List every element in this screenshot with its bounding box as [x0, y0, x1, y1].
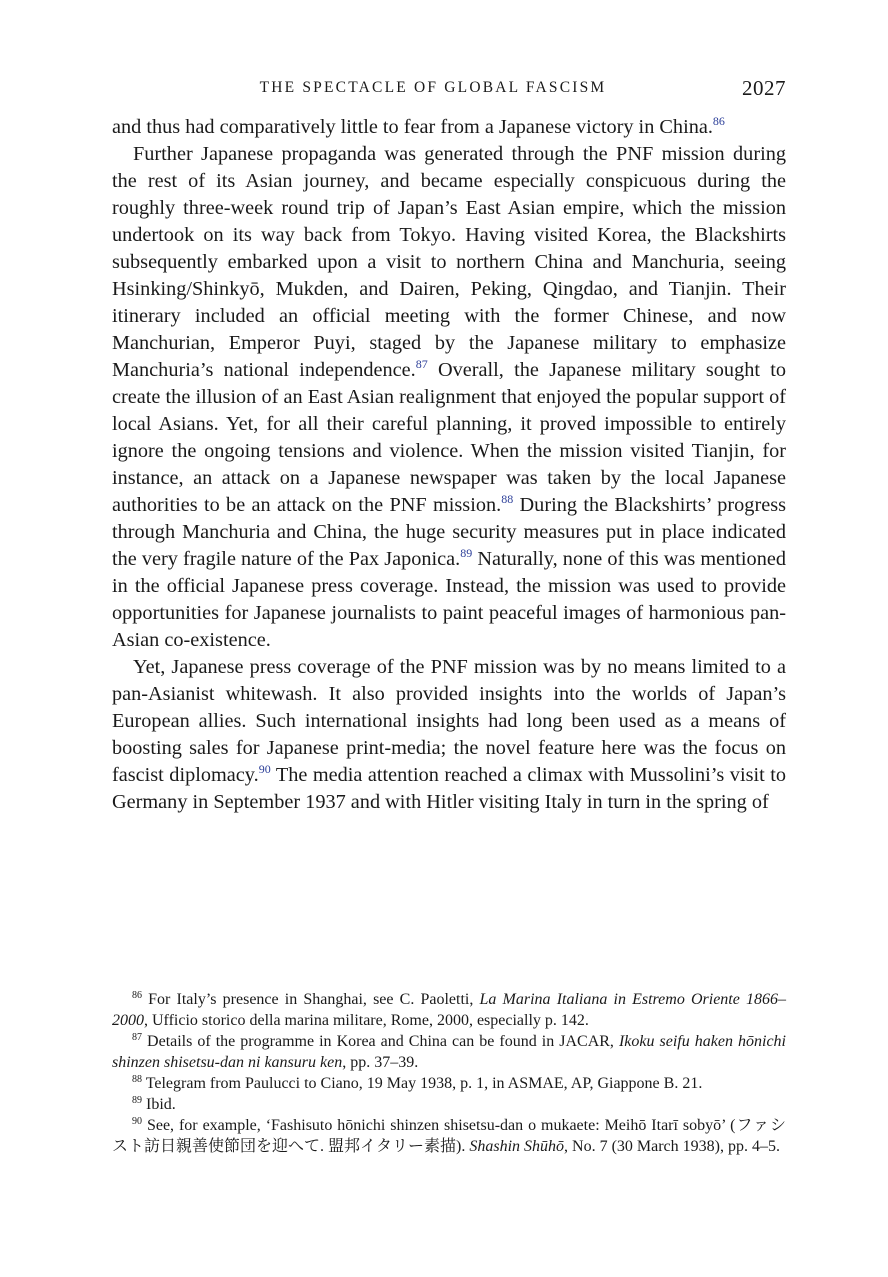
paragraph-continued — [112, 114, 786, 141]
body-text — [112, 114, 786, 816]
footnote-90 — [112, 1115, 786, 1157]
footnote-89 — [112, 1094, 786, 1115]
paragraph-text: Naturally, none of this was mentioned in the official Japanese press coverage. Instead, the mission was used to provide opportunities for Japanese journalists to paint peaceful images of harmonious pan-Asian co-existence. — [112, 548, 786, 651]
footnote-text: , pp. 37–39. — [342, 1054, 419, 1071]
footnote-ref-89[interactable]: 89 — [460, 546, 473, 560]
page-number: 2027 — [742, 76, 786, 100]
footnote-number: 86 — [132, 990, 142, 1001]
footnote-text: , No. 7 (30 March 1938), pp. 4–5. — [564, 1138, 780, 1155]
footnote-text: Telegram from Paulucci to Ciano, 19 May 1938, p. 1, in ASMAE, AP, Giappone B. 21. — [145, 1075, 703, 1092]
paragraph-press-coverage — [112, 654, 786, 816]
footnote-text: Details of the programme in Korea and China can be found in JACAR, — [147, 1033, 619, 1050]
footnote-text: See, for example, ‘Fashisuto hōnichi shinzen shisetsu-dan o mukaete: Meihō Itarī sobyō’ (ファシスト訪日親善使節団を迎へて. 盟邦イタリー素描). — [112, 1117, 786, 1155]
footnote-number: 89 — [132, 1095, 142, 1106]
paragraph-text: Yet, Japanese press coverage of the PNF mission was by no means limited to a pan-Asianist whitewash. It also provided insights into the worlds of Japan’s European allies. Such international insights had long been used as a means of boosting sales for Japanese print-media; the novel feature here was the focus on fascist diplomacy. — [112, 656, 786, 786]
footnote-ref-88[interactable]: 88 — [501, 492, 514, 506]
paragraph-text: Further Japanese propaganda was generated through the PNF mission during the rest of its Asian journey, and became especially conspicuous during the roughly three-week round trip of Japan’s East Asian empire, which the mission undertook on its way back from Tokyo. Having visited Korea, the Blackshirts subsequently embarked upon a visit to northern China and Manchuria, seeing Hsinking/Shinkyō, Mukden, and Dairen, Peking, Qingdao, and Tianjin. Their itinerary included an official meeting with the former Chinese, and now Manchurian, Emperor Puyi, staged by the Japanese military to emphasize Manchuria’s national independence. — [112, 143, 786, 381]
running-header — [112, 76, 786, 102]
paragraph-propaganda — [112, 141, 786, 654]
paragraph-text: The media attention reached a climax with Mussolini’s visit to Germany in September 1937 and with Hitler visiting Italy in turn in the spring of — [112, 764, 787, 813]
footnote-86 — [112, 989, 786, 1031]
footnote-text: For Italy’s presence in Shanghai, see C. Paoletti, — [148, 991, 480, 1008]
footnote-ref-86[interactable]: 86 — [712, 114, 725, 128]
footnote-title: Ikoku seifu haken hōnichi shinzen shisetsu-dan ni kansuru ken — [112, 1033, 786, 1071]
footnote-title: La Marina Italiana in Estremo Oriente 1866–2000 — [112, 991, 787, 1029]
footnote-number: 90 — [132, 1116, 142, 1127]
footnote-number: 87 — [132, 1032, 142, 1043]
footnote-87 — [112, 1031, 786, 1073]
footnote-title: Shashin Shūhō — [469, 1138, 565, 1155]
footnote-ref-90[interactable]: 90 — [258, 762, 271, 776]
paragraph-text: During the Blackshirts’ progress through Manchuria and China, the huge security measures put in place indicated the very fragile nature of the Pax Japonica. — [112, 494, 786, 570]
footnote-text: Ibid. — [146, 1096, 176, 1113]
paragraph-text: Overall, the Japanese military sought to create the illusion of an East Asian realignment that enjoyed the popular support of local Asians. Yet, for all their careful planning, it proved impossible to entirely ignore the ongoing tensions and violence. When the mission visited Tianjin, for instance, an attack on a Japanese newspaper was taken by the local Japanese authorities to be an attack on the PNF mission. — [112, 359, 787, 516]
footnote-text: , Ufficio storico della marina militare, Rome, 2000, especially p. 142. — [144, 1012, 589, 1029]
footnote-number: 88 — [132, 1074, 142, 1085]
footnote-ref-87[interactable]: 87 — [415, 357, 428, 371]
footnote-88 — [112, 1073, 786, 1094]
paragraph-text: and thus had comparatively little to fear from a Japanese victory in China. — [112, 116, 713, 138]
footnotes — [112, 989, 786, 1157]
running-title: THE SPECTACLE OF GLOBAL FASCISM — [259, 79, 607, 96]
